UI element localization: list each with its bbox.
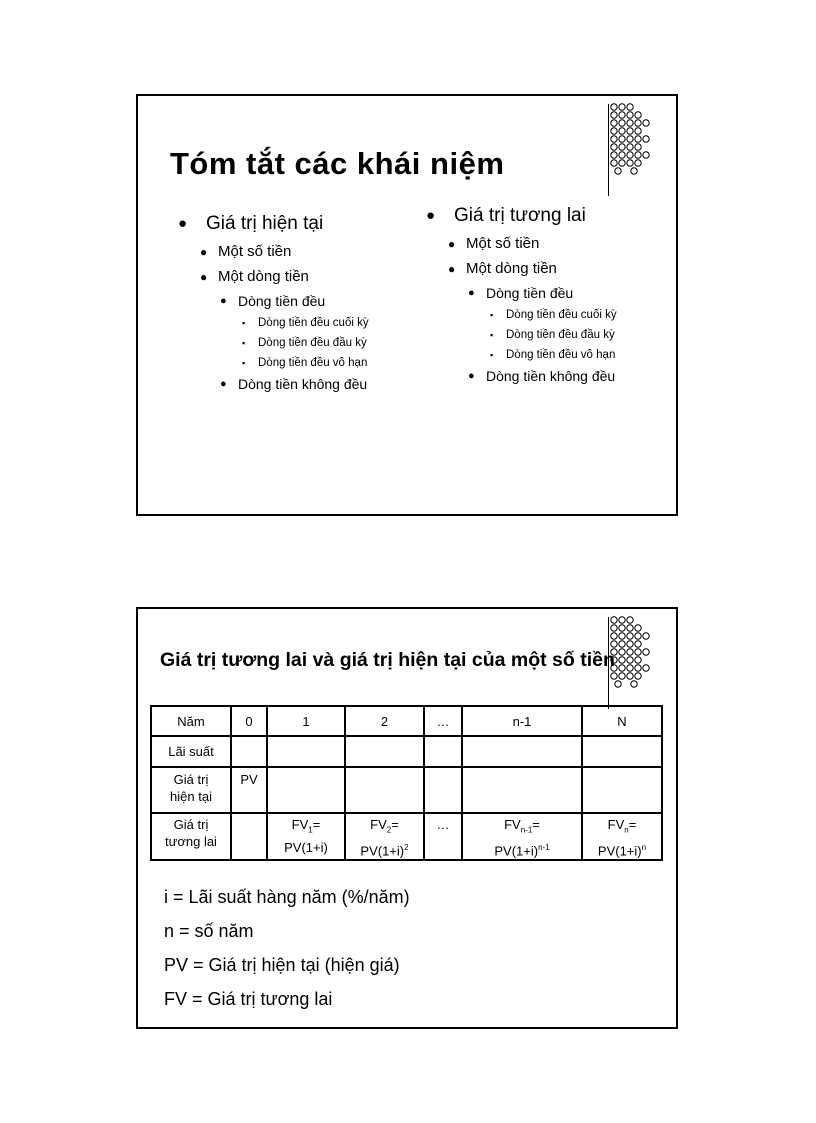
list-item: ● Một số tiền <box>426 232 617 257</box>
definition-line: i = Lãi suất hàng năm (%/năm) <box>164 887 410 907</box>
cell-line: PV(1+i) <box>284 839 328 855</box>
table-cell: 1 <box>267 706 345 736</box>
slide-title: Tóm tắt các khái niệm <box>170 146 505 181</box>
table-cell <box>462 813 582 860</box>
table-cell <box>345 736 424 767</box>
table-cell <box>582 767 662 813</box>
cell-line: Giá trị <box>173 772 209 787</box>
list-item: ▪ Dòng tiền đều vô hạn <box>426 345 617 365</box>
definition-line: n = số năm <box>164 921 254 941</box>
table-cell <box>151 813 231 860</box>
table-cell <box>231 813 267 860</box>
list-item: ▪ Dòng tiền đều cuối kỳ <box>178 313 369 333</box>
table-cell: 2 <box>345 706 424 736</box>
bullet-icon: ● <box>178 215 188 232</box>
list-item: ▪ Dòng tiền đều đầu kỳ <box>426 325 617 345</box>
cell-line: $FV_1=$ <box>291 817 321 835</box>
list-item: ● Giá trị hiện tại <box>178 210 369 240</box>
square-bullet-icon: ▪ <box>490 350 494 360</box>
table-cell <box>424 736 462 767</box>
list-item: ▪ Dòng tiền đều cuối kỳ <box>426 305 617 325</box>
cell-line: $FV_n=$ <box>607 817 637 835</box>
definition-line: PV = Giá trị hiện tại (hiện giá) <box>164 955 400 975</box>
bullet-icon: ● <box>448 262 456 276</box>
table-cell: N <box>582 706 662 736</box>
table-cell: 0 <box>231 706 267 736</box>
table-cell <box>462 736 582 767</box>
present-value-list <box>178 210 369 396</box>
table-cell <box>151 767 231 813</box>
table-header-row <box>151 706 662 736</box>
list-item: ▪ Dòng tiền đều vô hạn <box>178 353 369 373</box>
table-cell <box>424 767 462 813</box>
table-cell: Lãi suất <box>151 736 231 767</box>
square-bullet-icon: ▪ <box>490 330 494 340</box>
table-cell <box>267 813 345 860</box>
slide-title: Giá trị tương lai và giá trị hiện tại của một số tiền <box>160 649 615 671</box>
table-cell: Năm <box>151 706 231 736</box>
table-cell: PV <box>231 767 267 813</box>
table-cell <box>345 767 424 813</box>
bullet-icon: ● <box>220 378 227 390</box>
table-row <box>151 813 662 860</box>
square-bullet-icon: ▪ <box>242 338 246 348</box>
cell-line: $FV_{n-1}=$ <box>504 817 540 835</box>
table-cell <box>582 736 662 767</box>
table-cell: n-1 <box>462 706 582 736</box>
table-row <box>151 736 662 767</box>
circle-pattern-icon <box>608 615 666 711</box>
table-cell <box>267 767 345 813</box>
bullet-icon: ● <box>200 245 208 259</box>
list-item: ● Dòng tiền đều <box>178 290 369 313</box>
square-bullet-icon: ▪ <box>242 318 246 328</box>
cell-line: $PV(1+i)^n$ <box>597 842 647 858</box>
list-item: ● Một số tiền <box>178 240 369 265</box>
list-item: ● Dòng tiền đều <box>426 282 617 305</box>
bullet-icon: ● <box>200 270 208 284</box>
cell-line: tương lai <box>165 834 217 849</box>
table-cell <box>345 813 424 860</box>
list-item: ▪ Dòng tiền đều đầu kỳ <box>178 333 369 353</box>
table-cell <box>582 813 662 860</box>
circle-pattern-icon <box>608 102 666 198</box>
square-bullet-icon: ▪ <box>490 310 494 320</box>
cell-line: $FV_2=$ <box>370 817 399 835</box>
cell-line: Giá trị <box>173 817 209 832</box>
table-cell <box>231 736 267 767</box>
list-item: ● Một dòng tiền <box>426 257 617 282</box>
future-value-list <box>426 202 617 388</box>
bullet-icon: ● <box>468 287 475 299</box>
list-item: ● Giá trị tương lai <box>426 202 617 232</box>
table-cell: … <box>424 813 462 860</box>
square-bullet-icon: ▪ <box>242 358 246 368</box>
bullet-icon: ● <box>468 370 475 382</box>
bullet-icon: ● <box>448 237 456 251</box>
cell-line: $PV(1+i)^{n-1}$ <box>494 842 550 858</box>
list-item: ● Dòng tiền không đều <box>426 365 617 388</box>
future-value-table <box>150 705 663 861</box>
cell-line: hiện tại <box>170 789 212 804</box>
slide-future-present-value <box>136 607 678 1029</box>
definition-line: FV = Giá trị tương lai <box>164 989 333 1009</box>
table-cell <box>267 736 345 767</box>
table-cell <box>462 767 582 813</box>
table-row <box>151 767 662 813</box>
cell-line: $PV(1+i)^2$ <box>360 842 409 858</box>
bullet-icon: ● <box>426 207 436 224</box>
bullet-icon: ● <box>220 295 227 307</box>
list-item: ● Một dòng tiền <box>178 265 369 290</box>
list-item: ● Dòng tiền không đều <box>178 373 369 396</box>
table-cell: … <box>424 706 462 736</box>
slide-summary <box>136 94 678 516</box>
